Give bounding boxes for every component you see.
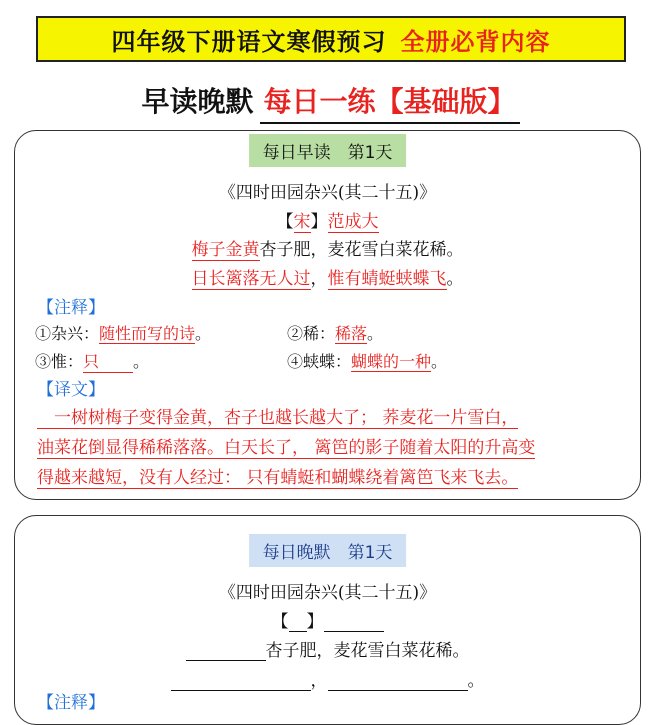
note-end: 。 bbox=[431, 352, 448, 371]
poem-title: 《四时田园杂兴(其二十五)》 bbox=[218, 183, 437, 203]
translation-header: 【译文】 bbox=[37, 380, 105, 400]
translation-line: 得越来越短，没有人经过： 只有蜻蜓和蝴蝶绕着篱笆飞来飞去。 bbox=[37, 468, 519, 488]
author-blank[interactable] bbox=[324, 615, 384, 632]
poem-line-2-part-2: 惟有蜻蜓蛱蝶飞 bbox=[327, 269, 447, 289]
poem-line-2-blank-2[interactable] bbox=[328, 674, 468, 691]
bracket-close: 】 bbox=[310, 212, 328, 232]
poem-line-2 bbox=[15, 666, 640, 691]
bracket-close: 】 bbox=[306, 612, 324, 632]
morning-tag: 每日早读 第1天 bbox=[249, 134, 407, 167]
translation-text bbox=[37, 403, 617, 493]
note-item bbox=[35, 349, 149, 373]
poem-line-2-part-1: 日长篱落无人过 bbox=[191, 269, 311, 289]
morning-reading-card bbox=[14, 130, 641, 500]
subtitle-highlight: 每日一练【基础版】 bbox=[260, 80, 520, 124]
note-label: ①杂兴： bbox=[35, 324, 100, 343]
note-value: 稀落 bbox=[335, 324, 368, 343]
note-end: 。 bbox=[133, 352, 150, 371]
note-item bbox=[287, 321, 383, 344]
poem-author-line bbox=[15, 207, 640, 232]
bracket-open: 【 bbox=[276, 212, 294, 232]
note-label: ④蛱蝶： bbox=[287, 352, 352, 371]
poem-line-1 bbox=[15, 235, 640, 260]
poem-line-1-rest: 杏子肥，麦花雪白菜花稀。 bbox=[259, 240, 464, 260]
dynasty-blank[interactable] bbox=[289, 615, 307, 632]
note-item bbox=[35, 321, 211, 344]
poem-line-2-comma: ， bbox=[310, 269, 328, 289]
note-label: ③惟： bbox=[35, 352, 84, 371]
note-end: 。 bbox=[195, 324, 212, 343]
author: 范成大 bbox=[327, 212, 379, 232]
evening-tag: 每日晚默 第1天 bbox=[249, 534, 407, 567]
notes-header: 【注释】 bbox=[37, 298, 105, 318]
dynasty: 宋 bbox=[293, 212, 311, 232]
subtitle-prefix: 早读晚默 bbox=[141, 85, 254, 118]
note-label: ②稀： bbox=[287, 324, 336, 343]
note-value: 随性而写的诗 bbox=[99, 324, 196, 343]
poem-line-2 bbox=[15, 264, 640, 289]
note-item bbox=[287, 349, 447, 372]
poem-line-1-blank[interactable] bbox=[186, 644, 266, 661]
poem-title: 《四时田园杂兴(其二十五)》 bbox=[218, 583, 437, 603]
title-banner bbox=[36, 16, 626, 62]
poem-line-1 bbox=[15, 636, 640, 661]
subtitle bbox=[0, 80, 661, 124]
poem-line-2-end: 。 bbox=[446, 269, 464, 289]
note-end: 。 bbox=[367, 324, 384, 343]
banner-highlight: 全册必背内容 bbox=[400, 27, 551, 56]
note-value: 只 bbox=[83, 349, 133, 373]
poem-author-line bbox=[15, 607, 640, 632]
banner-title: 四年级下册语文寒假预习 bbox=[111, 27, 387, 56]
note-value: 蝴蝶的一种 bbox=[351, 352, 432, 371]
translation-line: 油菜花倒显得稀稀落落。白天长了， 篱笆的影子随着太阳的升高变 bbox=[37, 438, 536, 458]
notes-header: 【注释】 bbox=[37, 693, 105, 713]
evening-dictation-card bbox=[14, 515, 641, 725]
poem-line-2-end: 。 bbox=[467, 671, 485, 691]
poem-line-1-rest: 杏子肥，麦花雪白菜花稀。 bbox=[265, 641, 470, 661]
poem-line-2-comma: ， bbox=[310, 671, 328, 691]
translation-line: 一树树梅子变得金黄，杏子也越长越大了； 荞麦花一片雪白， bbox=[37, 408, 519, 428]
poem-line-2-blank-1[interactable] bbox=[171, 674, 311, 691]
bracket-open: 【 bbox=[271, 612, 289, 632]
poem-line-1-blank-answer: 梅子金黄 bbox=[191, 240, 260, 260]
